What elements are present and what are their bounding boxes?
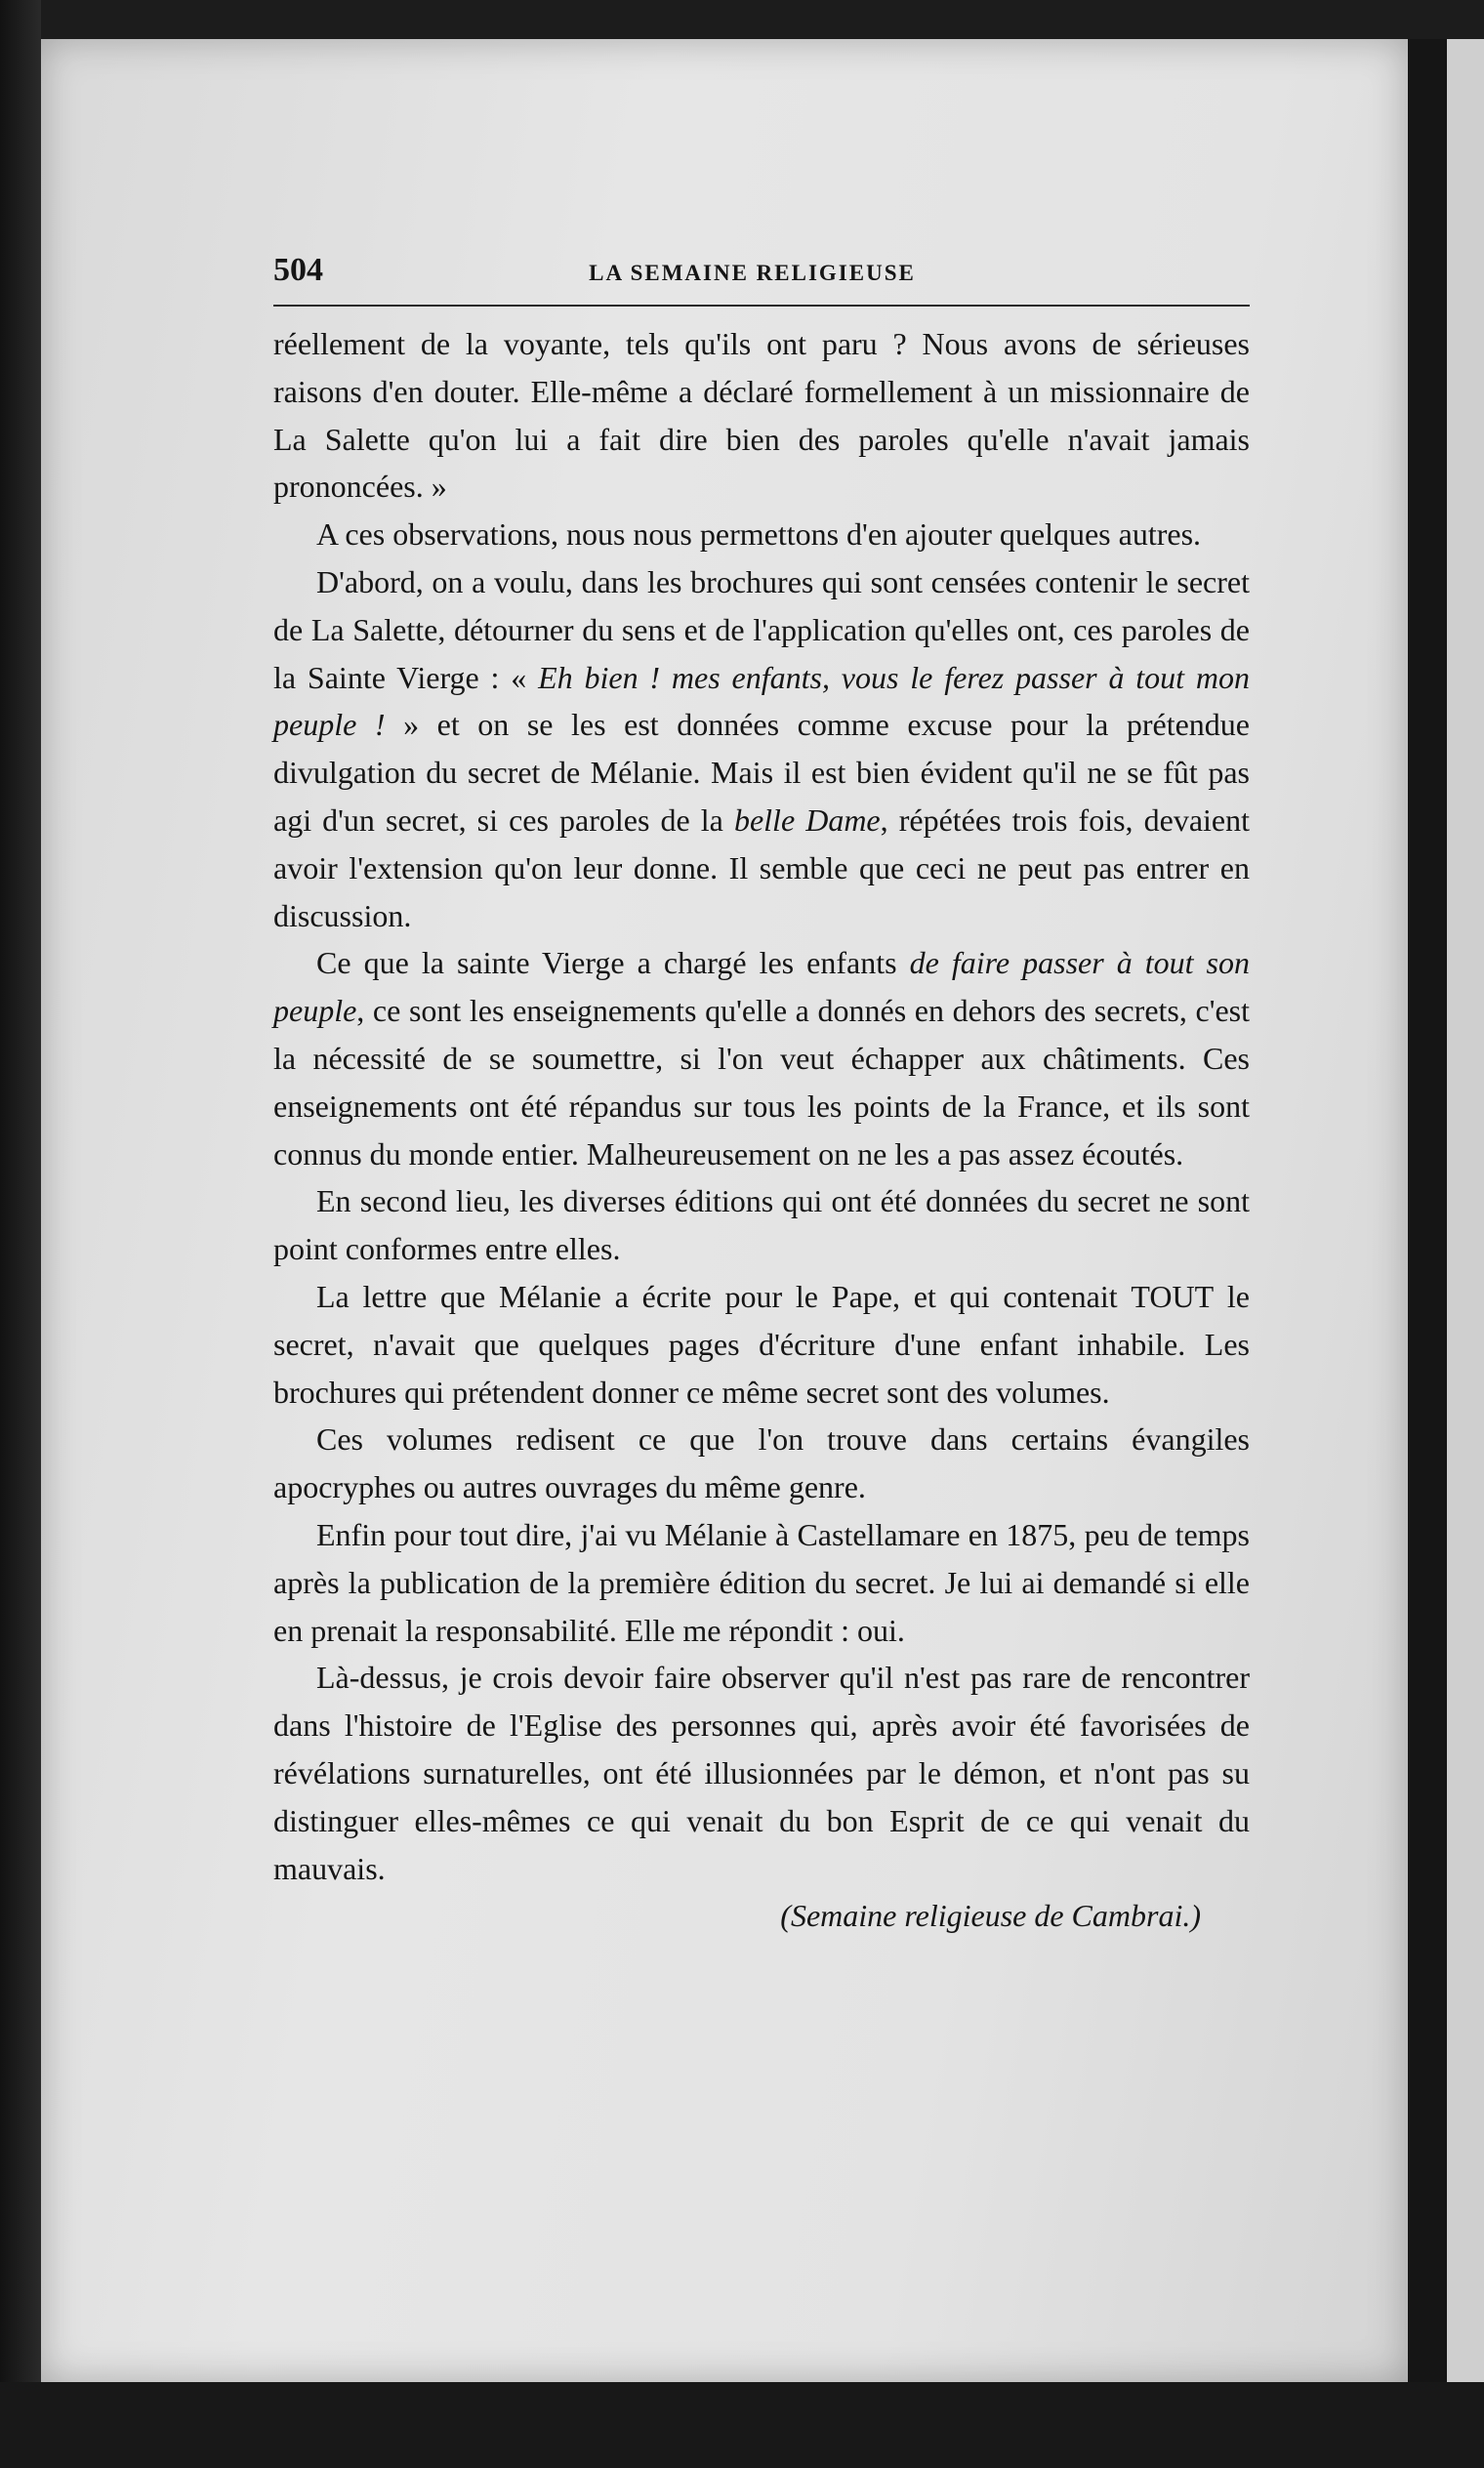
adjacent-page-edge — [1447, 39, 1484, 2382]
paragraph-3 — [273, 558, 1250, 939]
body-text — [273, 320, 1250, 1892]
scan-bottom-margin — [0, 2382, 1484, 2468]
paragraph-4-part-a: Ce que la sainte Vierge a chargé les enfants — [316, 945, 910, 981]
running-header — [273, 252, 1250, 307]
source-attribution: (Semaine religieuse de Cambrai.) — [780, 1898, 1201, 1934]
running-title: LA SEMAINE RELIGIEUSE — [589, 261, 916, 285]
page-number: 504 — [273, 252, 323, 288]
belle-dame-phrase: belle Dame — [733, 802, 881, 838]
paragraph-3-part-a: D'abord, on a voulu, dans les brochures qui sont censées contenir le secret de La Salette, détourner du sens et de l'application qu'elles ont, ces paroles de la Sainte Vierge : « — [273, 563, 1250, 695]
paragraph-4 — [273, 939, 1250, 1177]
paragraph-3-part-b: » et on se les est données comme excuse pour la prétendue divulgation du secret de Mélanie. Mais il est bien évident qu'il ne se fût pas agi d'un secret, si ces paroles de la — [273, 707, 1251, 838]
paragraph-8: Enfin pour tout dire, j'ai vu Mélanie à Castellamare en 1875, peu de temps après la publication de la première édition du secret. Je lui ai demandé si elle en prenait la responsabilité. Elle me répondit : oui. — [273, 1516, 1250, 1648]
paragraph-6-part-b: le secret, n'avait que quelques pages d'écriture d'une enfant inhabile. Les brochures qui prétendent donner ce même secret sont des volumes. — [273, 1278, 1251, 1410]
paragraph-6-part-a: La lettre que Mélanie a écrite pour le Pape, et qui contenait — [316, 1278, 1132, 1314]
page-content — [273, 252, 1250, 1940]
paragraph-6 — [273, 1273, 1250, 1416]
paragraph-9: Là-dessus, je crois devoir faire observer qu'il n'est pas rare de rencontrer dans l'histoire de l'Eglise des personnes qui, après avoir été favorisées de révélations surnaturelles, ont été illusionnées par le démon, et n'ont pas su distinguer elles-mêmes ce qui venait du bon Esprit de ce qui venait du mauvais. — [273, 1660, 1250, 1886]
paragraph-4-part-b: , ce sont les enseignements qu'elle a donnés en dehors des secrets, c'est la nécessité de se soumettre, si l'on veut échapper aux châtiments. Ces enseignements ont été répandus sur tous les points de la France, et ils sont connus du monde entier. Malheureusement on ne les a pas assez écoutés. — [273, 993, 1250, 1172]
paragraph-5: En second lieu, les diverses éditions qui ont été données du secret ne sont point conformes entre elles. — [273, 1183, 1250, 1267]
paragraph-7: Ces volumes redisent ce que l'on trouve dans certains évangiles apocryphes ou autres ouvrages du même genre. — [273, 1421, 1250, 1505]
tout-emphasis: TOUT — [1131, 1278, 1215, 1314]
paragraph-1: réellement de la voyante, tels qu'ils ont paru ? Nous avons de sérieuses raisons d'en douter. Elle-même a déclaré formellement à un missionnaire de La Salette qu'on lui a fait dire bien des paroles qu'elle n'avait jamais prononcées. » — [273, 326, 1250, 505]
page-gutter-shadow — [1408, 39, 1447, 2382]
paragraph-3-part-c: , répétées trois fois, devaient avoir l'extension qu'on leur donne. Il semble que ceci ne peut pas entrer en discussion. — [273, 802, 1251, 933]
paragraph-2: A ces observations, nous nous permettons d'en ajouter quelques autres. — [316, 516, 1202, 553]
virgin-quote: Eh bien ! mes enfants, vous le ferez passer à tout mon peuple ! — [273, 659, 1251, 743]
faire-passer-phrase: de faire passer à tout son peuple — [273, 945, 1250, 1029]
scan-left-margin — [0, 0, 41, 2468]
